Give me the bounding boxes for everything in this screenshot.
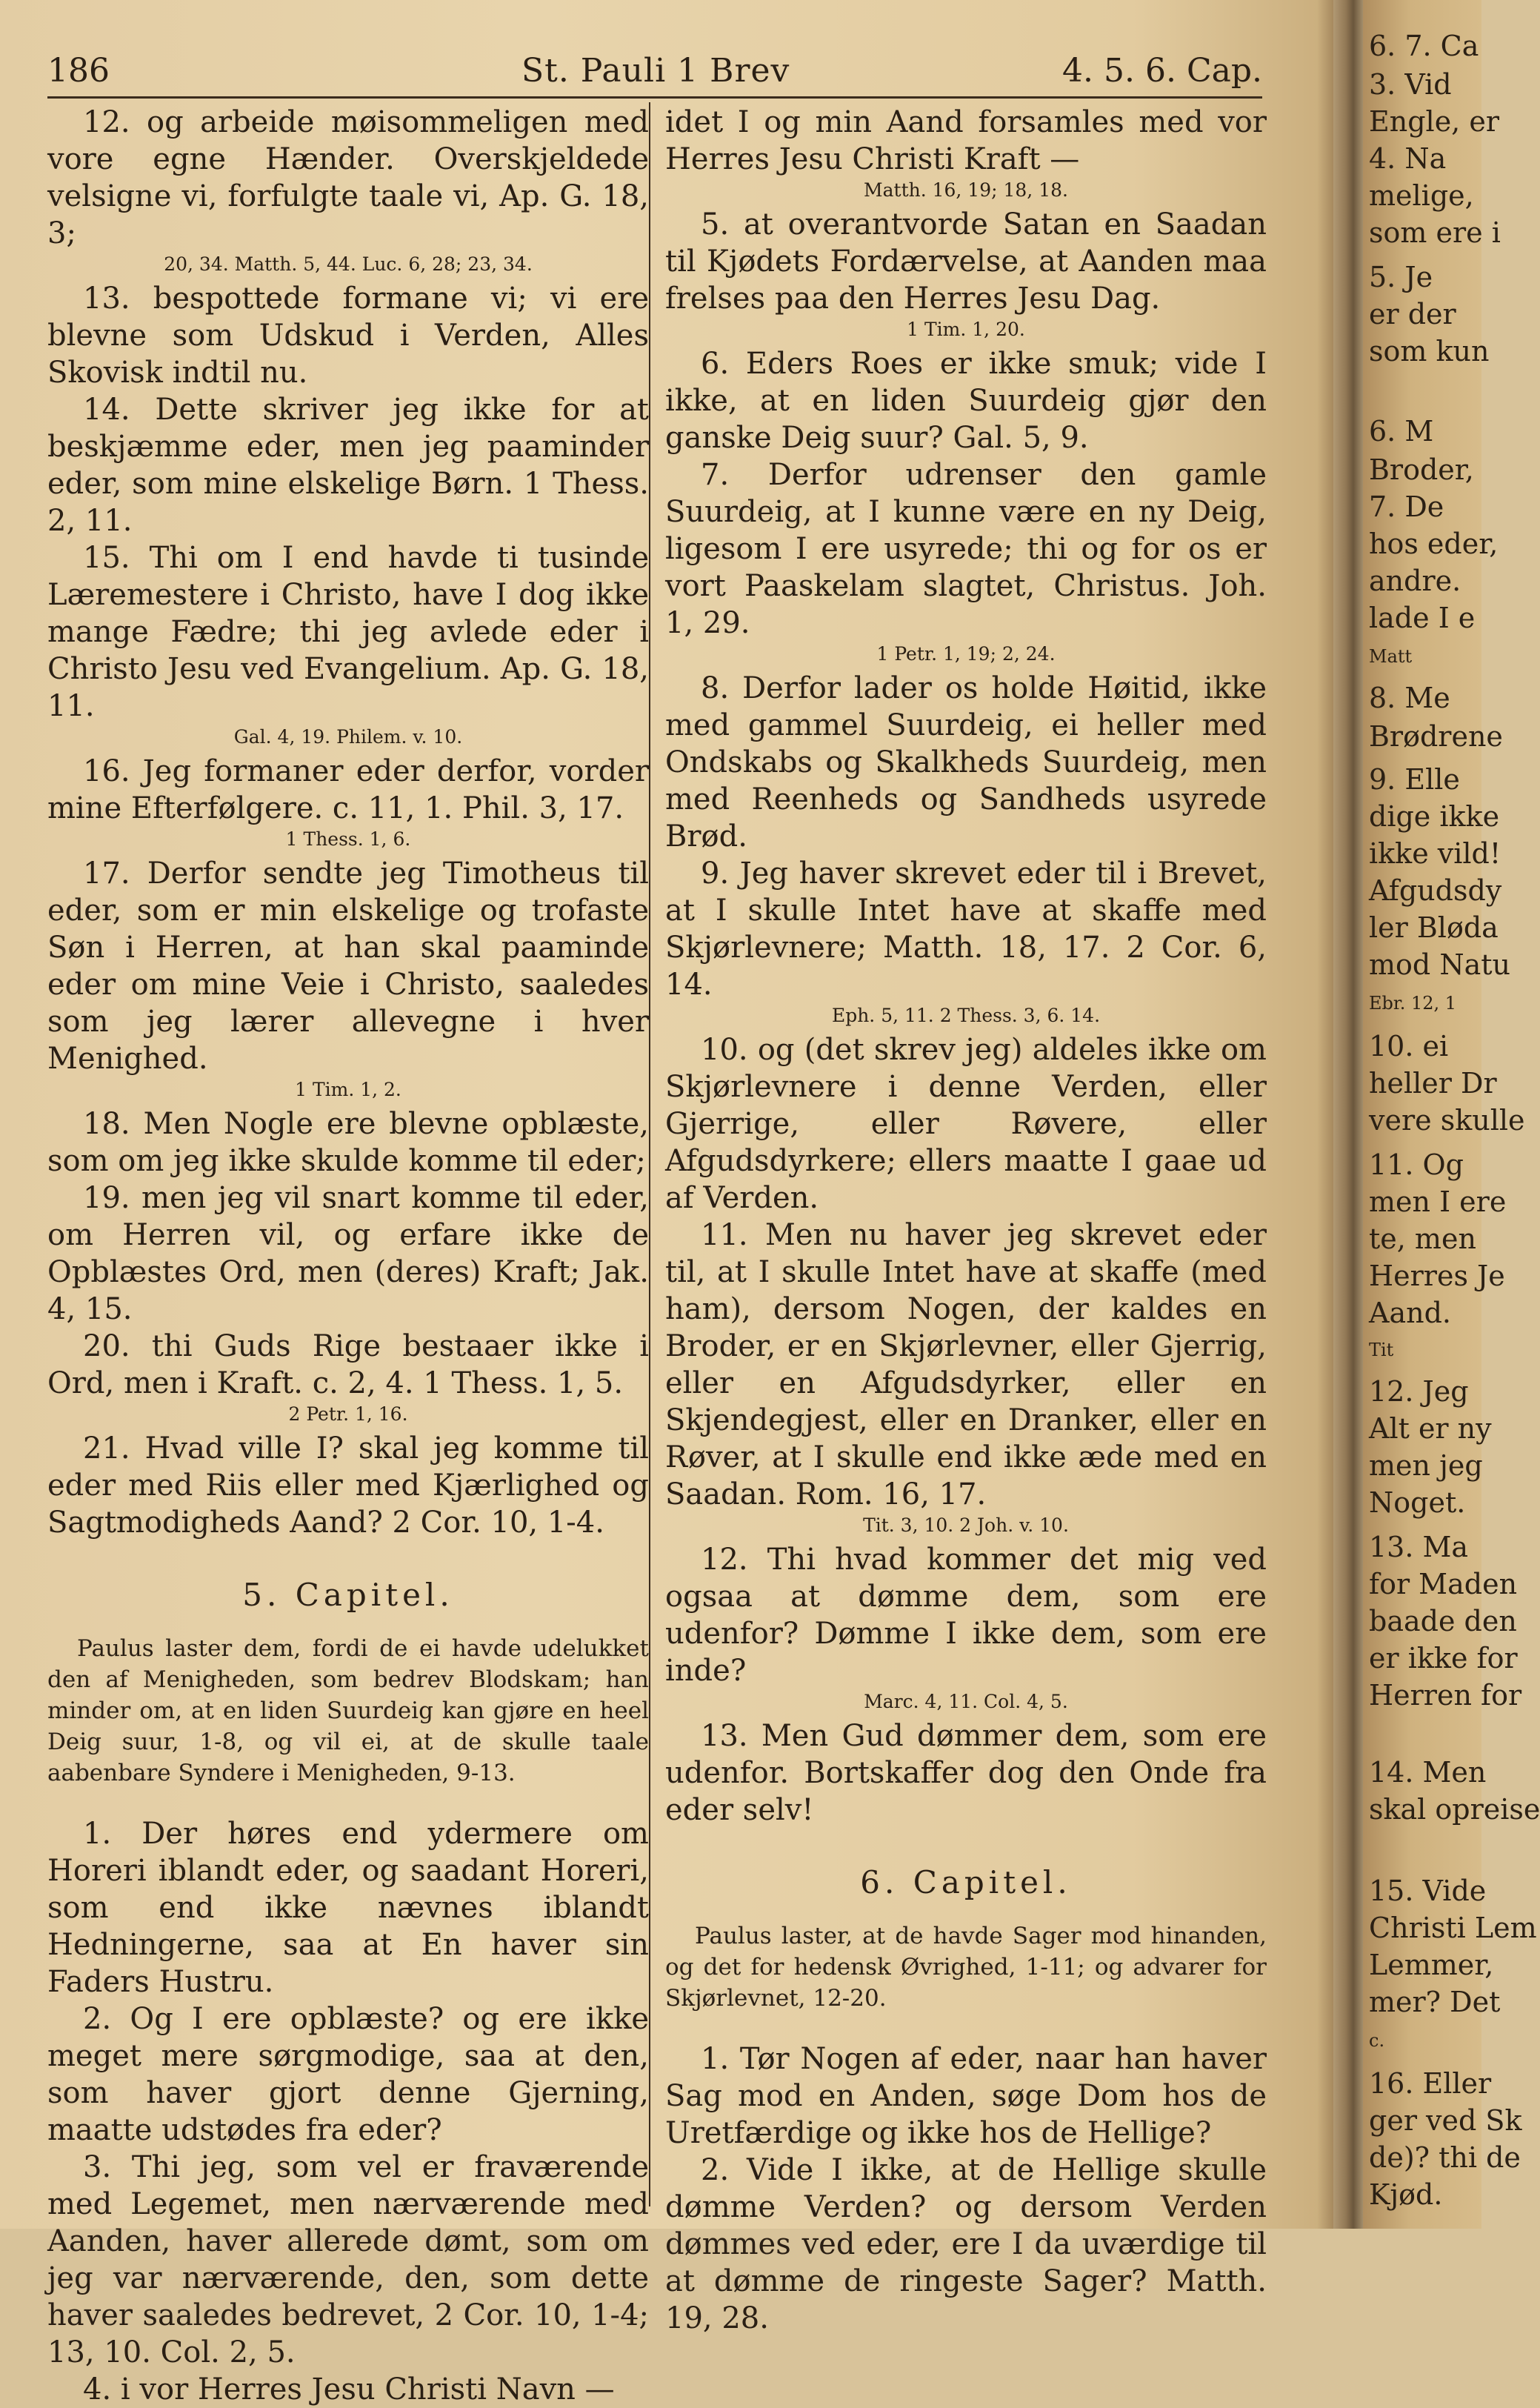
next-page-fragment: te, men — [1369, 1223, 1476, 1255]
verse: 18. Men Nogle ere blevne opblæste, som om jeg ikke skulde komme til eder; — [47, 1107, 649, 1178]
next-page-fragment: lade I e — [1369, 602, 1476, 634]
chapter-6-title: 6. Capitel. — [860, 1864, 1072, 1900]
cross-reference: 2 Petr. 1, 16. — [288, 1403, 408, 1425]
column-divider — [649, 102, 650, 2206]
cross-reference: Gal. 4, 19. Philem. v. 10. — [233, 726, 463, 748]
next-page-fragment: Afgudsdy — [1369, 874, 1502, 907]
verse: 10. og (det skrev jeg) aldeles ikke om Skjørlevnere i denne Verden, eller Gjerrige, eller Røvere, eller Afgudsdyrkere; ellers maatte I gaae ud af Verden. — [665, 1033, 1267, 1215]
next-page-fragment: ler Bløda — [1369, 911, 1499, 944]
next-page-fragment: Matt — [1369, 646, 1413, 667]
cross-reference: 20, 34. Matth. 5, 44. Luc. 6, 28; 23, 34. — [164, 253, 533, 275]
chapter-5-title: 5. Capitel. — [242, 1577, 454, 1613]
verse: 15. Thi om I end havde ti tusinde Læremestere i Christo, have I dog ikke mange Fædre; thi jeg avlede eder i Christo Jesu ved Evangelium. Ap. G. 18, 11. — [47, 541, 649, 723]
cross-reference: 1 Tim. 1, 20. — [907, 319, 1025, 340]
verse: 14. Dette skriver jeg ikke for at beskjæmme eder, men jeg paaminder eder, som mine elskelige Børn. 1 Thess. 2, 11. — [47, 393, 649, 538]
verse: 7. Derfor udrenser den gamle Suurdeig, at I kunne være en ny Deig, ligesom I ere usyrede; thi og for os er vort Paaskelam slagtet, Christus. Joh. 1, 29. — [665, 458, 1267, 640]
next-page-fragment: 6. M — [1369, 415, 1434, 448]
next-page-fragment: 16. Eller — [1369, 2067, 1492, 2100]
next-page-fragment: Engle, er — [1369, 105, 1499, 138]
verse: 2. Og I ere opblæste? og ere ikke meget mere sørgmodige, saa at den, som haver gjort denne Gjerning, maatte udstødes fra eder? — [47, 2002, 649, 2147]
next-page-fragment: mod Natu — [1369, 948, 1510, 981]
verse: 21. Hvad ville I? skal jeg komme til eder med Riis eller med Kjærlighed og Sagtmodigheds Aand? 2 Cor. 10, 1-4. — [47, 1431, 649, 1540]
next-page-fragment: 5. Je — [1369, 261, 1433, 293]
verse: 20. thi Guds Rige bestaaer ikke i Ord, men i Kraft. c. 2, 4. 1 Thess. 1, 5. — [47, 1329, 649, 1400]
next-page-fragment: heller Dr — [1369, 1067, 1497, 1100]
verse: 11. Men nu haver jeg skrevet eder til, at I skulle Intet have at skaffe (med ham), dersom Nogen, der kaldes en Broder, er en Skjørlevner, eller Gjerrig, eller en Afgudsdyrker, eller en Skjendegjest, eller en Dranker, eller en Røver, at I skulle end ikke æde med en Saadan. Rom. 16, 17. — [665, 1218, 1267, 1511]
next-page-fragment: Christi Lem — [1369, 1912, 1537, 1944]
next-page-fragment: de)? thi de — [1369, 2141, 1521, 2174]
next-page-fragment: for Maden — [1369, 1568, 1518, 1600]
cross-reference: Marc. 4, 11. Col. 4, 5. — [864, 1691, 1068, 1712]
next-page-fragment: Herres Je — [1369, 1260, 1505, 1292]
verse: 1. Der høres end ydermere om Horeri iblandt eder, og saadant Horeri, som end ikke nævnes iblandt Hedningerne, saa at En haver sin Faders Hustru. — [47, 1817, 649, 1999]
left-column — [47, 104, 649, 2408]
next-page-fragment: ikke vild! — [1369, 837, 1501, 870]
next-page-fragment: 15. Vide — [1369, 1875, 1487, 1907]
next-page-fragment: Aand. — [1369, 1297, 1451, 1329]
header-rule — [47, 96, 1262, 99]
next-page-fragment: 14. Men — [1369, 1756, 1487, 1789]
next-page-fragment: som ere i — [1369, 216, 1501, 249]
next-page-fragment: men jeg — [1369, 1449, 1483, 1482]
verse: 13. Men Gud dømmer dem, som ere udenfor. Bortskaffer dog den Onde fra eder selv! — [665, 1719, 1267, 1827]
running-title: St. Pauli 1 Brev — [521, 52, 790, 90]
page-header — [47, 52, 1262, 96]
chapter-range: 4. 5. 6. Cap. — [1062, 52, 1262, 90]
next-page-fragment: 9. Elle — [1369, 763, 1460, 796]
book-gutter-shadow — [1317, 0, 1369, 2229]
verse: 16. Jeg formaner eder derfor, vorder mine Efterfølgere. c. 11, 1. Phil. 3, 17. — [47, 754, 649, 825]
next-page-fragment: Lemmer, — [1369, 1949, 1494, 1981]
cross-reference: Tit. 3, 10. 2 Joh. v. 10. — [863, 1514, 1069, 1536]
next-page-fragment: Kjød. — [1369, 2178, 1443, 2211]
verse: 8. Derfor lader os holde Høitid, ikke med gammel Suurdeig, ei heller med Ondskabs og Skalkheds Suurdeig, men med Reenheds og Sandheds usyrede Brød. — [665, 671, 1267, 854]
cross-reference: 1 Petr. 1, 19; 2, 24. — [876, 643, 1056, 665]
verse: 2. Vide I ikke, at de Hellige skulle dømme Verden? og dersom Verden dømmes ved eder, ere I da uværdige til at dømme de ringeste Sager? Matth. 19, 28. — [665, 2153, 1267, 2335]
chapter-6-summary: Paulus laster, at de havde Sager mod hinanden, og det for hedensk Øvrighed, 1-11; og advarer for Skjørlevnet, 12-20. — [665, 1923, 1267, 2012]
next-page-fragment: Broder, — [1369, 453, 1474, 486]
right-column — [665, 104, 1267, 2337]
page-number: 186 — [47, 52, 110, 90]
verse: 19. men jeg vil snart komme til eder, om Herren vil, og erfare ikke de Opblæstes Ord, men (deres) Kraft; Jak. 4, 15. — [47, 1181, 649, 1326]
verse: 6. Eders Roes er ikke smuk; vide I ikke, at en liden Suurdeig gjør den ganske Deig suur? Gal. 5, 9. — [665, 347, 1267, 455]
next-page-fragment: c. — [1369, 2030, 1385, 2051]
verse: 3. Thi jeg, som vel er fraværende med Legemet, men nærværende med Aanden, haver allerede dømt, som om jeg var nærværende, den, som dette haver saaledes bedrevet, 2 Cor. 10, 1-4; 13, 10. Col. 2, 5. — [47, 2150, 649, 2369]
next-page-fragment: vere skulle — [1369, 1104, 1525, 1137]
next-page-fragment: Brødrene — [1369, 720, 1503, 753]
next-page-fragment: Noget. — [1369, 1486, 1466, 1519]
verse: 1. Tør Nogen af eder, naar han haver Sag mod en Anden, søge Dom hos de Uretfærdige og ikke hos de Hellige? — [665, 2042, 1267, 2150]
next-page-fragment: men I ere — [1369, 1185, 1507, 1218]
cross-reference: Matth. 16, 19; 18, 18. — [864, 179, 1068, 201]
next-page-fragment: Tit — [1369, 1340, 1394, 1360]
cross-reference: Eph. 5, 11. 2 Thess. 3, 6. 14. — [831, 1005, 1101, 1026]
next-page-fragment: 10. ei — [1369, 1030, 1449, 1062]
next-page-fragment: Herren for — [1369, 1679, 1522, 1712]
next-page-fragment: Alt er ny — [1369, 1412, 1492, 1445]
next-page-fragment: som kun — [1369, 335, 1490, 367]
next-page-fragment: 3. Vid — [1369, 68, 1452, 101]
next-page-fragment: 13. Ma — [1369, 1531, 1469, 1563]
next-page-fragment: 4. Na — [1369, 142, 1447, 175]
verse: 17. Derfor sendte jeg Timotheus til eder, som er min elskelige og trofaste Søn i Herren, at han skal paaminde eder om mine Veie i Christo, saaledes som jeg lærer allevegne i hver Menighed. — [47, 857, 649, 1076]
next-page-fragment: 8. Me — [1369, 682, 1450, 714]
next-page-fragment: ger ved Sk — [1369, 2104, 1522, 2137]
next-page-fragment: 11. Og — [1369, 1148, 1464, 1181]
next-page-fragment: 7. De — [1369, 490, 1444, 523]
next-page-fragment: er der — [1369, 298, 1456, 330]
next-page-edge — [1363, 0, 1540, 2229]
next-page-fragment: hos eder, — [1369, 528, 1499, 560]
next-page-fragment: melige, — [1369, 179, 1474, 212]
verse: 12. og arbeide møisommeligen med vore egne Hænder. Overskjeldede velsigne vi, forfulgte taale vi, Ap. G. 18, 3; — [47, 105, 649, 250]
cross-reference: 1 Thess. 1, 6. — [285, 828, 411, 850]
verse: 9. Jeg haver skrevet eder til i Brevet, at I skulle Intet have at skaffe med Skjørlevnere; Matth. 18, 17. 2 Cor. 6, 14. — [665, 857, 1267, 1002]
verse: 4. i vor Herres Jesu Christi Navn — — [83, 2372, 615, 2407]
verse: 12. Thi hvad kommer det mig ved ogsaa at dømme dem, som ere udenfor? Dømme I ikke dem, som ere inde? — [665, 1543, 1267, 1688]
next-page-fragment: dige ikke — [1369, 800, 1500, 833]
next-page-fragment: baade den — [1369, 1605, 1517, 1637]
next-page-fragment: Ebr. 12, 1 — [1369, 993, 1457, 1014]
cross-reference: 1 Tim. 1, 2. — [295, 1079, 401, 1100]
verse: 5. at overantvorde Satan en Saadan til Kjødets Fordærvelse, at Aanden maa frelses paa den Herres Jesu Dag. — [665, 207, 1267, 316]
next-page-fragment: skal opreise — [1369, 1793, 1540, 1826]
verse-continuation: idet I og min Aand forsamles med vor Herres Jesu Christi Kraft — — [665, 105, 1267, 176]
next-page-fragment: andre. — [1369, 565, 1461, 597]
next-page-fragment: 6. 7. Ca — [1369, 30, 1479, 62]
next-page-fragment: mer? Det — [1369, 1986, 1501, 2018]
verse: 13. bespottede formane vi; vi ere blevne som Udskud i Verden, Alles Skovisk indtil nu. — [47, 282, 649, 390]
next-page-fragment: er ikke for — [1369, 1642, 1518, 1674]
next-page-fragment: 12. Jeg — [1369, 1375, 1469, 1408]
chapter-5-summary: Paulus laster dem, fordi de ei havde udelukket den af Menigheden, som bedrev Blodskam; han minder om, at en liden Suurdeig kan gjøre en heel Deig suur, 1-8, og vil ei, at de skulle taale aabenbare Syndere i Menigheden, 9-13. — [47, 1635, 649, 1786]
